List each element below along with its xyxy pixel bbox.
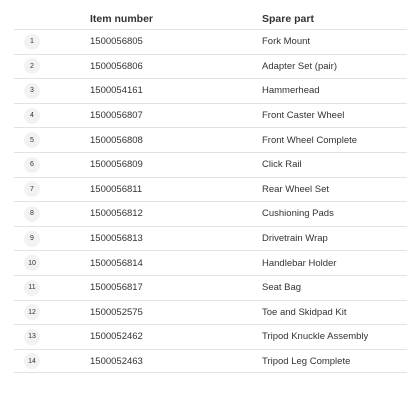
spare-part-cell: Front Wheel Complete (262, 134, 358, 146)
row-number-badge: 13 (24, 329, 40, 345)
spare-part-cell: Drivetrain Wrap (262, 233, 328, 245)
row-number-cell (14, 255, 90, 271)
spare-part-cell: Tripod Knuckle Assembly (262, 331, 369, 343)
spare-part-cell: Handlebar Holder (262, 257, 337, 269)
row-number-cell (14, 353, 90, 369)
table-body (14, 29, 407, 373)
row-number-badge: 2 (24, 58, 40, 74)
row-number-badge: 11 (24, 280, 40, 296)
item-number-cell: 1500056807 (90, 110, 143, 122)
row-number-cell (14, 329, 90, 345)
row-number-cell (14, 108, 90, 124)
row-number-cell (14, 34, 90, 50)
spare-part-cell: Cushioning Pads (262, 208, 334, 220)
table-row (14, 78, 407, 103)
spare-part-cell: Rear Wheel Set (262, 183, 330, 195)
item-number-cell: 1500056814 (90, 257, 143, 269)
item-number-cell: 1500052575 (90, 306, 143, 318)
table-row (14, 152, 407, 177)
row-number-badge: 8 (24, 206, 40, 222)
item-number-cell: 1500056817 (90, 282, 143, 294)
row-number-badge: 1 (24, 34, 40, 50)
header-item-number: Item number (90, 13, 154, 25)
row-number-badge: 5 (24, 132, 40, 148)
row-number-cell (14, 181, 90, 197)
item-number-cell: 1500056808 (90, 134, 143, 146)
row-number-cell (14, 280, 90, 296)
spare-part-cell: Fork Mount (262, 36, 311, 48)
spare-part-cell: Toe and Skidpad Kit (262, 306, 347, 318)
row-number-cell (14, 83, 90, 99)
table-row (14, 250, 407, 275)
item-number-cell: 1500056809 (90, 159, 143, 171)
row-number-badge: 4 (24, 108, 40, 124)
row-number-badge: 6 (24, 157, 40, 173)
spare-part-cell: Click Rail (262, 159, 302, 171)
table-row (14, 103, 407, 128)
item-number-cell: 1500056805 (90, 36, 143, 48)
row-number-cell (14, 304, 90, 320)
table-row (14, 300, 407, 325)
item-number-cell: 1500056806 (90, 60, 143, 72)
spare-part-cell: Hammerhead (262, 85, 320, 97)
item-number-cell: 1500056812 (90, 208, 143, 220)
header-spare-part: Spare part (262, 13, 314, 25)
row-number-badge: 12 (24, 304, 40, 320)
item-number-cell: 1500054161 (90, 85, 143, 97)
spare-parts-table (14, 0, 407, 373)
table-row (14, 201, 407, 226)
table-row (14, 127, 407, 152)
table-row (14, 275, 407, 300)
spare-part-cell: Tripod Leg Complete (262, 355, 351, 367)
row-number-cell (14, 58, 90, 74)
table-row (14, 54, 407, 79)
item-number-cell: 1500056811 (90, 183, 143, 195)
table-row (14, 29, 407, 54)
item-number-cell: 1500052462 (90, 331, 143, 343)
row-number-cell (14, 157, 90, 173)
row-number-cell (14, 132, 90, 148)
row-number-badge: 3 (24, 83, 40, 99)
row-number-badge: 9 (24, 231, 40, 247)
spare-part-cell: Adapter Set (pair) (262, 60, 337, 72)
spare-part-cell: Front Caster Wheel (262, 110, 345, 122)
spare-part-cell: Seat Bag (262, 282, 302, 294)
item-number-cell: 1500052463 (90, 355, 143, 367)
table-header (14, 9, 407, 29)
table-row (14, 349, 407, 374)
row-number-cell (14, 206, 90, 222)
row-number-badge: 7 (24, 181, 40, 197)
table-row (14, 177, 407, 202)
row-number-badge: 14 (24, 353, 40, 369)
table-row (14, 226, 407, 251)
row-number-cell (14, 231, 90, 247)
table-row (14, 324, 407, 349)
item-number-cell: 1500056813 (90, 233, 143, 245)
row-number-badge: 10 (24, 255, 40, 271)
